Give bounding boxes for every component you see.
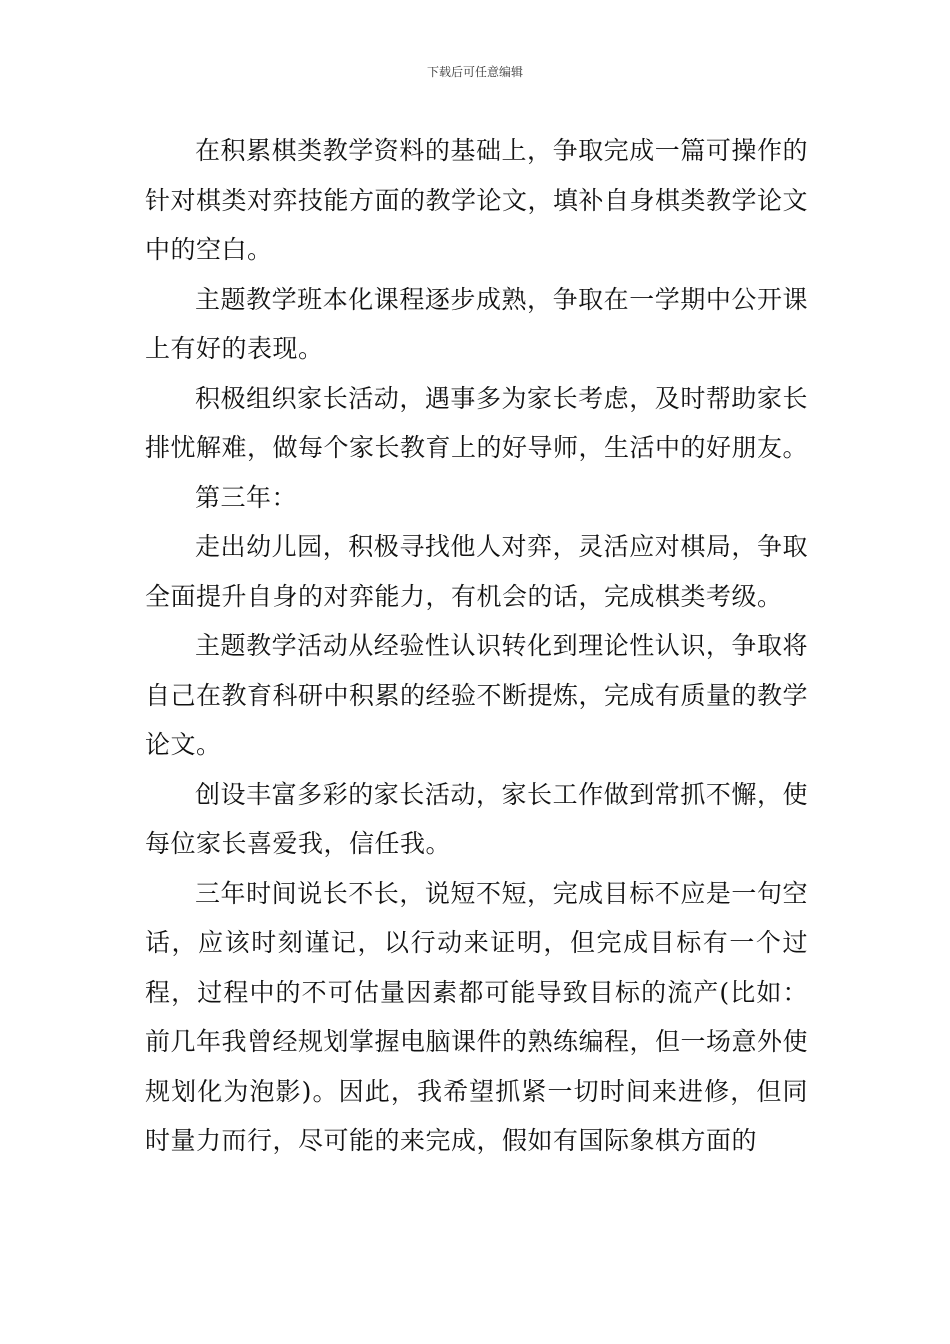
paragraph-7: 创设丰富多彩的家长活动，家长工作做到常抓不懈，使每位家长喜爱我，信任我。 <box>145 779 808 858</box>
paragraph-6: 主题教学活动从经验性认识转化到理论性认识，争取将自己在教育科研中积累的经验不断提炼，完成有质量的教学论文。 <box>145 631 809 759</box>
paragraph-5: 走出幼儿园，积极寻找他人对弈，灵活应对棋局，争取全面提升自身的对弈能力，有机会的话，完成棋类考级。 <box>145 532 808 611</box>
paragraph-3: 积极组织家长活动，遇事多为家长考虑，及时帮助家长排忧解难，做每个家长教育上的好导师，生活中的好朋友。 <box>145 383 809 462</box>
paragraph-8: 三年时间说长不长，说短不短，完成目标不应是一句空话，应该时刻谨记，以行动来证明，但完成目标有一个过程，过程中的不可估量因素都可能导致目标的流产(比如：前几年我曾经规划掌握电脑课件的熟练编程，但一场意外使规划化为泡影)。因此，我希望抓紧一切时间来进修，但同时量力而行，尽可能的来完成，假如有国际象棋方面的 <box>145 878 809 1155</box>
paragraph-2: 主题教学班本化课程逐步成熟，争取在一学期中公开课上有好的表现。 <box>145 284 808 363</box>
page-header: 下载后可任意编辑 <box>426 65 523 79</box>
document-body <box>145 126 808 1166</box>
section-heading-third-year: 第三年： <box>195 482 298 512</box>
paragraph-1: 在积累棋类教学资料的基础上，争取完成一篇可操作的针对棋类对弈技能方面的教学论文，填补自身棋类教学论文中的空白。 <box>145 136 809 264</box>
